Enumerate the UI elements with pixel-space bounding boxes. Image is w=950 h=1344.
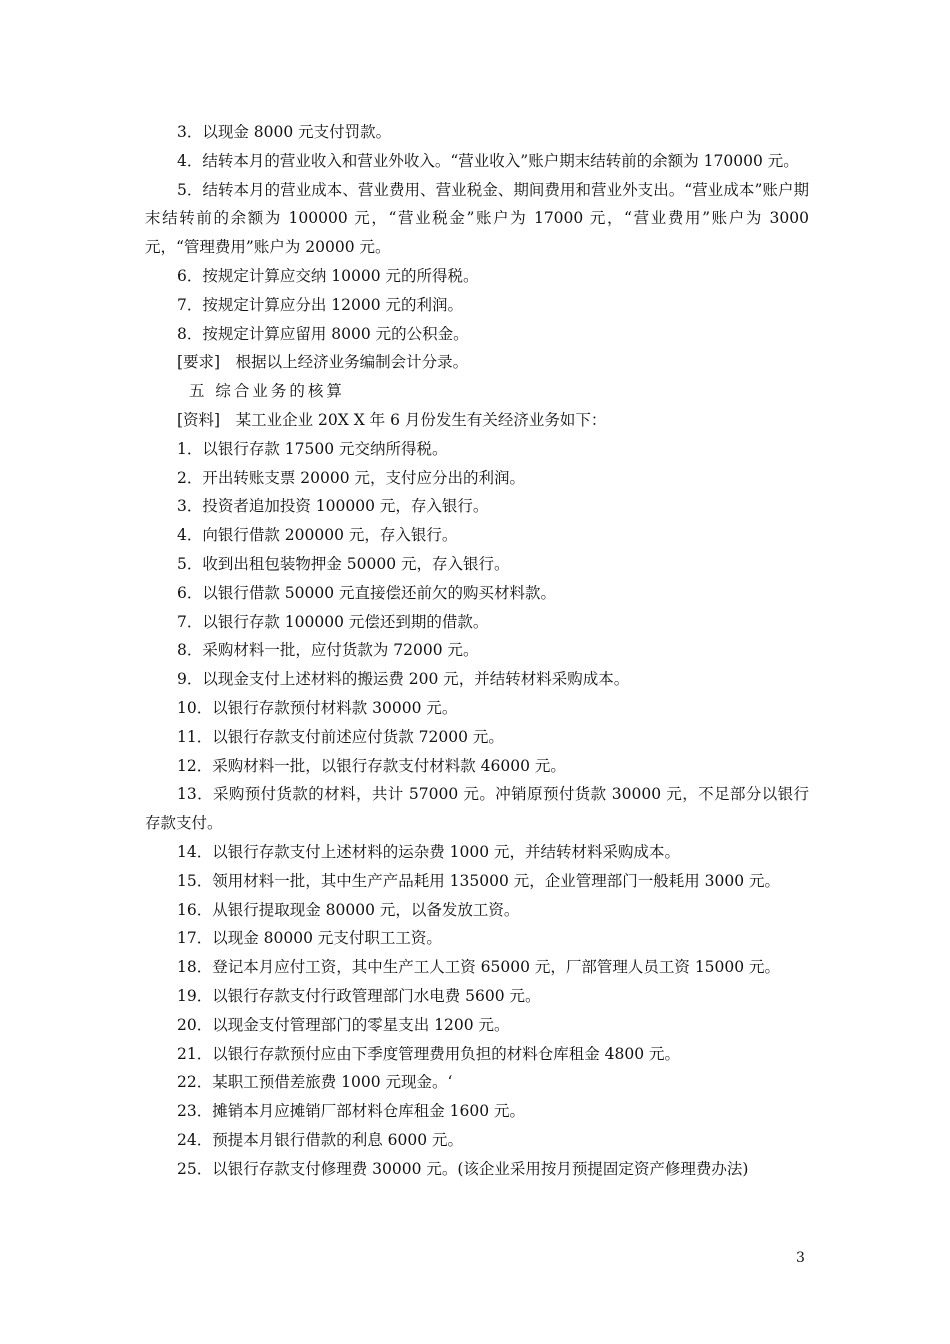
paragraph: 1．以银行存款 17500 元交纳所得税。 bbox=[177, 439, 448, 458]
paragraph: 25．以银行存款支付修理费 30000 元。(该企业采用按月预提固定资产修理费办法) bbox=[177, 1159, 749, 1178]
paragraph: 3．投资者追加投资 100000 元，存入银行。 bbox=[177, 497, 489, 516]
paragraph: 24．预提本月银行借款的利息 6000 元。 bbox=[177, 1130, 464, 1149]
paragraph: 15．领用材料一批，其中生产产品耗用 135000 元，企业管理部门一般耗用 3000 元。 bbox=[177, 871, 781, 890]
paragraph: 6．以银行借款 50000 元直接偿还前欠的购买材料款。 bbox=[177, 583, 557, 602]
data-paragraph: [资料] 某工业企业 20X X 年 6 月份发生有关经济业务如下： bbox=[177, 410, 607, 429]
paragraph: 20．以现金支付管理部门的零星支出 1200 元。 bbox=[177, 1015, 510, 1034]
paragraph: 5．收到出租包装物押金 50000 元，存入银行。 bbox=[177, 554, 510, 573]
paragraph: 7．按规定计算应分出 12000 元的利润。 bbox=[177, 295, 464, 314]
paragraph: 13．采购预付货款的材料，共计 57000 元。冲销原预付货款 30000 元，不足部分以银行存款支付。 bbox=[145, 785, 809, 833]
paragraph: 23．摊销本月应摊销厂部材料仓库租金 1600 元。 bbox=[177, 1102, 526, 1121]
paragraph: 6．按规定计算应交纳 10000 元的所得税。 bbox=[177, 266, 479, 285]
paragraph: 10．以银行存款预付材料款 30000 元。 bbox=[177, 698, 458, 717]
paragraph: 7．以银行存款 100000 元偿还到期的借款。 bbox=[177, 612, 489, 631]
paragraph: 11．以银行存款支付前述应付货款 72000 元。 bbox=[177, 727, 504, 746]
paragraph: 21．以银行存款预付应由下季度管理费用负担的材料仓库租金 4800 元。 bbox=[177, 1044, 681, 1063]
requirement-paragraph: [要求] 根据以上经济业务编制会计分录。 bbox=[177, 353, 469, 372]
paragraph: 18．登记本月应付工资，其中生产工人工资 65000 元，厂部管理人员工资 15000 元。 bbox=[177, 958, 781, 977]
paragraph: 9．以现金支付上述材料的搬运费 200 元，并结转材料采购成本。 bbox=[177, 670, 630, 689]
paragraph: 22．某职工预借差旅费 1000 元现金。‘ bbox=[177, 1073, 453, 1092]
paragraph: 4．向银行借款 200000 元，存入银行。 bbox=[177, 526, 458, 545]
paragraph: 8．采购材料一批，应付货款为 72000 元。 bbox=[177, 641, 479, 660]
section-heading: 五 综合业务的核算 bbox=[189, 382, 345, 401]
paragraph: 8．按规定计算应留用 8000 元的公积金。 bbox=[177, 324, 469, 343]
paragraph: 16．从银行提取现金 80000 元，以备发放工资。 bbox=[177, 900, 520, 919]
paragraph: 4．结转本月的营业收入和营业外收入。“营业收入”账户期末结转前的余额为 170000 元。 bbox=[177, 151, 799, 170]
paragraph: 2．开出转账支票 20000 元，支付应分出的利润。 bbox=[177, 468, 526, 487]
paragraph: 14．以银行存款支付上述材料的运杂费 1000 元，并结转材料采购成本。 bbox=[177, 842, 681, 861]
paragraph: 17．以现金 80000 元支付职工工资。 bbox=[177, 929, 442, 948]
paragraph: 19．以银行存款支付行政管理部门水电费 5600 元。 bbox=[177, 986, 541, 1005]
paragraph: 12．采购材料一批，以银行存款支付材料款 46000 元。 bbox=[177, 756, 566, 775]
paragraph: 5．结转本月的营业成本、营业费用、营业税金、期间费用和营业外支出。“营业成本”账户期末结转前的余额为 100000 元，“营业税金”账户为 17000 元，“营业费用”账户为 3000 元，“管理费用”账户为 20000 元。 bbox=[145, 180, 809, 257]
paragraph: 3．以现金 8000 元支付罚款。 bbox=[177, 123, 392, 141]
page-content bbox=[145, 118, 809, 1183]
page-number: 3 bbox=[796, 1250, 805, 1266]
